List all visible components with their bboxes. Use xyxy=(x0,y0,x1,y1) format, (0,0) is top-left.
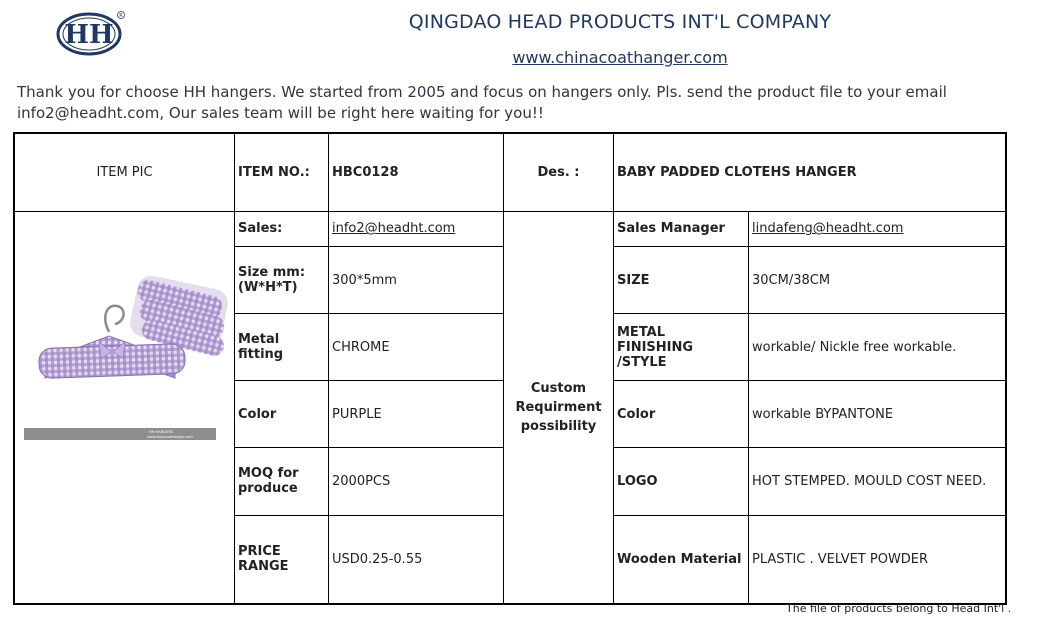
sales-label: Sales: xyxy=(235,211,329,247)
website-link[interactable]: www.chinacoathanger.com xyxy=(512,48,728,67)
company-name: QINGDAO HEAD PRODUCTS INT'L COMPANY xyxy=(408,11,832,33)
size-value: 30CM/38CM xyxy=(749,247,1006,314)
moq-label xyxy=(235,448,329,515)
wooden-material-label: Wooden Material xyxy=(614,515,749,603)
size-mm-label-line-1: Size mm: xyxy=(238,265,306,281)
metal-finishing-label xyxy=(614,314,749,381)
hanger-product-image xyxy=(15,212,234,599)
moq-value: 2000PCS xyxy=(329,448,504,515)
price-value: USD0.25-0.55 xyxy=(329,515,504,603)
sales-manager-email[interactable]: lindafeng@headht.com xyxy=(749,211,1006,247)
item-no-value: HBC0128 xyxy=(329,133,504,211)
size-mm-label-line-2: (W*H*T) xyxy=(238,280,298,296)
intro-line-1: Thank you for choose HH hangers. We started from 2005 and focus on hangers only. Pls. send the product file to your email xyxy=(17,83,947,101)
color-label: Color xyxy=(235,381,329,448)
svg-text:R: R xyxy=(119,13,123,19)
product-spec-table xyxy=(13,132,1007,605)
metal-finishing-label-line-2: /STYLE xyxy=(617,354,667,370)
size-label: SIZE xyxy=(614,247,749,314)
color-value: PURPLE xyxy=(329,381,504,448)
color2-value: workable BYPANTONE xyxy=(749,381,1006,448)
intro-line-2: info2@headht.com, Our sales team will be right here waiting for you!! xyxy=(17,104,544,122)
price-label xyxy=(235,515,329,603)
des-label: Des. : xyxy=(504,133,614,211)
size-mm-label xyxy=(235,247,329,314)
intro-text xyxy=(17,82,1017,124)
custom-requirement-note xyxy=(504,211,614,604)
metal-finishing-value: workable/ Nickle free workable. xyxy=(749,314,1006,381)
metal-finishing-label-line-1: METAL FINISHING xyxy=(617,324,694,355)
logo-label: LOGO xyxy=(614,448,749,515)
logo-value: HOT STEMPED. MOULD COST NEED. xyxy=(749,448,1006,515)
image-banner-brand: HH HANGERS xyxy=(149,429,174,434)
hanger-hook-graphic xyxy=(105,305,123,331)
price-label-line-1: PRICE xyxy=(238,544,281,559)
footer-note: The file of products belong to Head Int'l . xyxy=(786,602,1012,615)
item-no-label: ITEM NO.: xyxy=(235,133,329,211)
color2-label: Color xyxy=(614,381,749,448)
custom-line-2: Requirment xyxy=(515,399,602,415)
metal-fitting-value: CHROME xyxy=(329,314,504,381)
sales-manager-label: Sales Manager xyxy=(614,211,749,247)
item-pic-cell xyxy=(14,211,235,604)
des-value: BABY PADDED CLOTEHS HANGER xyxy=(614,133,1006,211)
size-mm-value: 300*5mm xyxy=(329,247,504,314)
logo-text: HH xyxy=(64,20,114,50)
sales-email[interactable]: info2@headht.com xyxy=(329,211,504,247)
price-label-line-2: RANGE xyxy=(238,559,289,574)
custom-line-1: Custom xyxy=(530,380,587,396)
moq-label-line-2: produce xyxy=(238,481,298,497)
wooden-material-value: PLASTIC . VELVET POWDER xyxy=(749,515,1006,603)
custom-line-3: possibility xyxy=(520,418,597,434)
metal-fitting-label: Metal fitting xyxy=(235,314,329,381)
item-pic-label: ITEM PIC xyxy=(14,133,235,211)
moq-label-line-1: MOQ for xyxy=(238,466,299,482)
image-banner-site: www.chinacoathanger.com xyxy=(147,434,193,439)
